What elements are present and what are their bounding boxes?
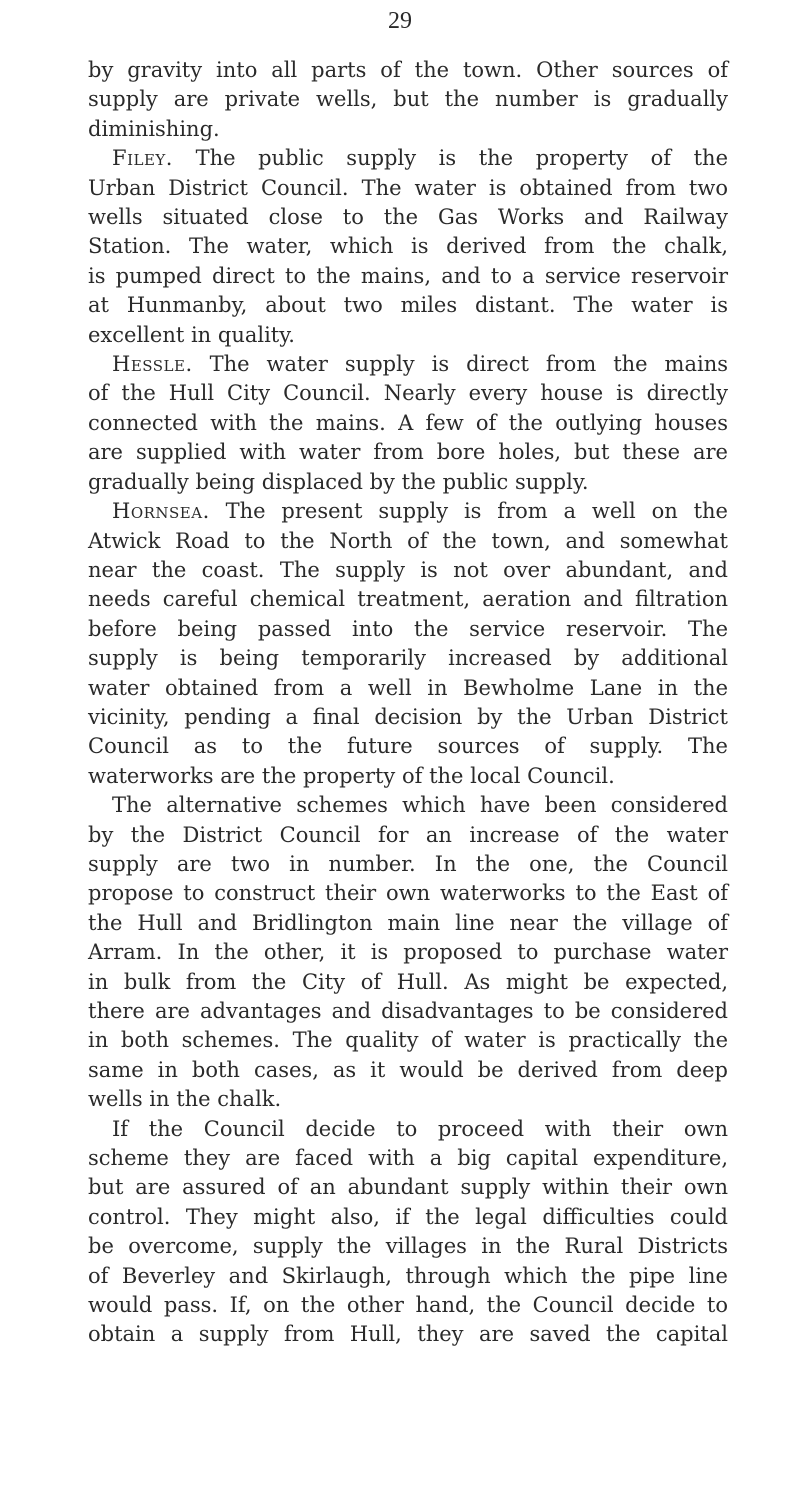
- line-text: obtain a supply from Hull, they are saved the capital: [88, 1322, 728, 1347]
- text-line: [88, 174, 728, 203]
- text-line: [88, 1144, 728, 1173]
- line-text: are supplied with water from bore holes, but these are: [88, 440, 728, 465]
- text-line: [88, 115, 728, 144]
- line-text: excellent in quality.: [88, 322, 295, 347]
- line-text: propose to construct their own waterworks to the East of: [88, 881, 728, 906]
- text-line: [88, 1232, 728, 1261]
- line-text: of Beverley and Skirlaugh, through which the pipe line: [88, 1263, 728, 1288]
- line-text: supply are private wells, but the number is gradually: [88, 87, 728, 112]
- text-line: [88, 232, 728, 261]
- line-text: gradually being displaced by the public supply.: [88, 469, 589, 494]
- line-text: near the coast. The supply is not over abundant, and: [88, 557, 728, 582]
- line-text: water obtained from a well in Bewholme Lane in the: [88, 675, 728, 700]
- text-line: [88, 1056, 728, 1085]
- line-text: diminishing.: [88, 116, 220, 141]
- text-line: [88, 379, 728, 408]
- paragraph: [88, 350, 728, 497]
- line-text: The water supply is direct from the mains: [192, 352, 728, 377]
- text-line: [88, 909, 728, 938]
- text-line: [88, 1173, 728, 1202]
- body-text: [88, 56, 728, 1350]
- text-line: [88, 321, 728, 350]
- text-line: [88, 527, 728, 556]
- text-line: [88, 850, 728, 879]
- text-line: [88, 732, 728, 761]
- text-line: [88, 85, 728, 114]
- text-line: [88, 1203, 728, 1232]
- text-line: [88, 1291, 728, 1320]
- line-text: Atwick Road to the North of the town, and somewhat: [88, 528, 728, 553]
- line-text: be overcome, supply the villages in the Rural Districts: [88, 1234, 728, 1259]
- section-heading: Filey.: [112, 146, 173, 171]
- line-text: Council as to the future sources of supply. The: [88, 734, 728, 759]
- text-line: [88, 674, 728, 703]
- line-text: by the District Council for an increase of the water: [88, 822, 728, 847]
- text-line: [88, 585, 728, 614]
- line-text: by gravity into all parts of the town. Other sources of: [88, 58, 728, 82]
- line-text: in bulk from the City of Hull. As might be expected,: [88, 969, 728, 994]
- line-text: of the Hull City Council. Nearly every house is directly: [88, 381, 728, 406]
- text-line: [88, 468, 728, 497]
- line-text: The present supply is from a well on the: [209, 499, 728, 524]
- section-heading: Hessle.: [112, 352, 193, 377]
- text-line: [88, 556, 728, 585]
- text-line: [88, 821, 728, 850]
- page-number: 29: [388, 8, 412, 34]
- line-text: there are advantages and disadvantages to be considered: [88, 999, 728, 1023]
- line-text: Arram. In the other, it is proposed to purchase water: [88, 940, 728, 965]
- line-text: but are assured of an abundant supply within their own: [88, 1175, 728, 1200]
- text-line: [88, 762, 728, 791]
- text-line: [88, 703, 728, 732]
- text-line: [88, 615, 728, 644]
- line-text: needs careful chemical treatment, aeration and filtration: [88, 587, 728, 612]
- text-line: [88, 203, 728, 232]
- line-text: the Hull and Bridlington main line near the village of: [88, 910, 728, 935]
- section-heading: Hornsea.: [112, 499, 210, 524]
- line-text: Urban District Council. The water is obtained from two: [88, 175, 728, 200]
- line-text: The alternative schemes which have been considered: [112, 793, 728, 818]
- text-line: [88, 56, 728, 85]
- line-text: wells situated close to the Gas Works and Railway: [88, 205, 728, 230]
- paragraph: [88, 144, 728, 350]
- text-line: [88, 791, 728, 820]
- text-line: [88, 1085, 728, 1114]
- text-line: [88, 497, 728, 526]
- paragraph: [88, 791, 728, 1114]
- line-text: Station. The water, which is derived from the chalk,: [88, 234, 728, 259]
- line-text: control. They might also, if the legal difficulties could: [88, 1204, 728, 1229]
- line-text: in both schemes. The quality of water is practically the: [88, 1028, 728, 1053]
- text-line: [88, 997, 728, 1026]
- line-text: would pass. If, on the other hand, the Council decide to: [88, 1293, 728, 1318]
- text-line: [88, 291, 728, 320]
- line-text: wells in the chalk.: [88, 1087, 282, 1112]
- line-text: scheme they are faced with a big capital expenditure,: [88, 1146, 728, 1171]
- line-text: connected with the mains. A few of the outlying houses: [88, 410, 728, 435]
- line-text: supply is being temporarily increased by additional: [88, 646, 728, 671]
- text-line: [88, 1262, 728, 1291]
- text-line: [88, 1026, 728, 1055]
- line-text: vicinity, pending a final decision by the Urban District: [88, 704, 728, 729]
- text-line: [88, 879, 728, 908]
- line-text: at Hunmanby, about two miles distant. The water is: [88, 293, 728, 318]
- paragraph: [88, 56, 728, 144]
- line-text: If the Council decide to proceed with their own: [112, 1116, 728, 1141]
- paragraph: [88, 497, 728, 791]
- text-line: [88, 938, 728, 967]
- text-line: [88, 1115, 728, 1144]
- line-text: supply are two in number. In the one, the Council: [88, 851, 728, 876]
- text-line: [88, 350, 728, 379]
- text-line: [88, 1320, 728, 1349]
- line-text: before being passed into the service reservoir. The: [88, 616, 728, 641]
- line-text: The public supply is the property of the: [172, 146, 728, 171]
- text-line: [88, 262, 728, 291]
- text-line: [88, 144, 728, 173]
- line-text: same in both cases, as it would be derived from deep: [88, 1057, 728, 1082]
- text-line: [88, 968, 728, 997]
- line-text: waterworks are the property of the local Council.: [88, 763, 615, 788]
- text-line: [88, 438, 728, 467]
- text-line: [88, 409, 728, 438]
- text-line: [88, 644, 728, 673]
- line-text: is pumped direct to the mains, and to a service reservoir: [88, 263, 728, 288]
- paragraph: [88, 1115, 728, 1350]
